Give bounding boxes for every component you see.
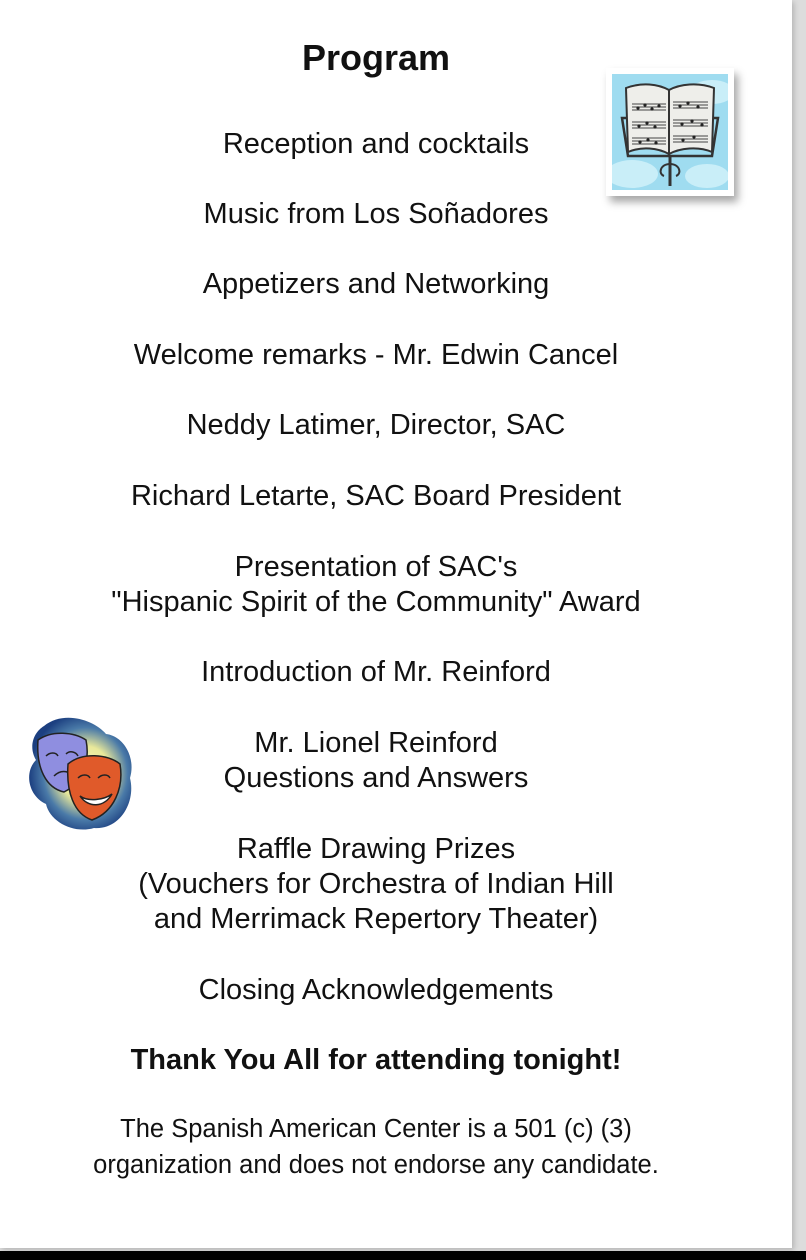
program-item-line: Questions and Answers — [223, 762, 529, 794]
music-stand-image — [606, 68, 734, 196]
program-item-line: "Hispanic Spirit of the Community" Award — [111, 586, 641, 618]
program-item-award — [0, 550, 752, 620]
disclaimer-line: organization and does not endorse any candidate. — [93, 1151, 659, 1179]
program-item-line: Appetizers and Networking — [202, 268, 550, 300]
disclaimer — [0, 1111, 752, 1183]
program-item-director — [0, 408, 752, 443]
program-item-music — [0, 197, 752, 232]
program-item-appetizers — [0, 267, 752, 302]
program-item-line: Welcome remarks - Mr. Edwin Cancel — [133, 339, 619, 371]
program-item-line: Richard Letarte, SAC Board President — [130, 480, 622, 512]
page-title: Program — [301, 37, 451, 78]
disclaimer-line: The Spanish American Center is a 501 (c) (3) — [120, 1115, 632, 1143]
program-item-line: Closing Acknowledgements — [198, 974, 554, 1006]
program-item-closing — [0, 973, 752, 1008]
program-item-line: Mr. Lionel Reinford — [254, 727, 498, 759]
sheet-music-icon — [612, 74, 728, 190]
program-item-line: Neddy Latimer, Director, SAC — [186, 409, 566, 441]
bottom-edge-bar — [0, 1251, 806, 1260]
theater-masks-icon — [24, 712, 136, 834]
program-item-line: and Merrimack Repertory Theater) — [153, 903, 599, 935]
program-item-introduction — [0, 655, 752, 690]
program-item-line: Raffle Drawing Prizes — [236, 833, 516, 865]
program-item-board-president — [0, 479, 752, 514]
theater-masks-image — [24, 712, 136, 834]
program-item-line: Reception and cocktails — [222, 128, 530, 160]
program-item-welcome — [0, 338, 752, 373]
program-item-line: Introduction of Mr. Reinford — [201, 656, 551, 688]
program-item-raffle — [0, 832, 752, 937]
program-item-line: (Vouchers for Orchestra of Indian Hill — [138, 868, 614, 900]
thank-you-message: Thank You All for attending tonight! — [130, 1044, 622, 1076]
program-item-line: Presentation of SAC's — [234, 551, 518, 583]
program-item-line: Music from Los Soñadores — [203, 198, 549, 230]
